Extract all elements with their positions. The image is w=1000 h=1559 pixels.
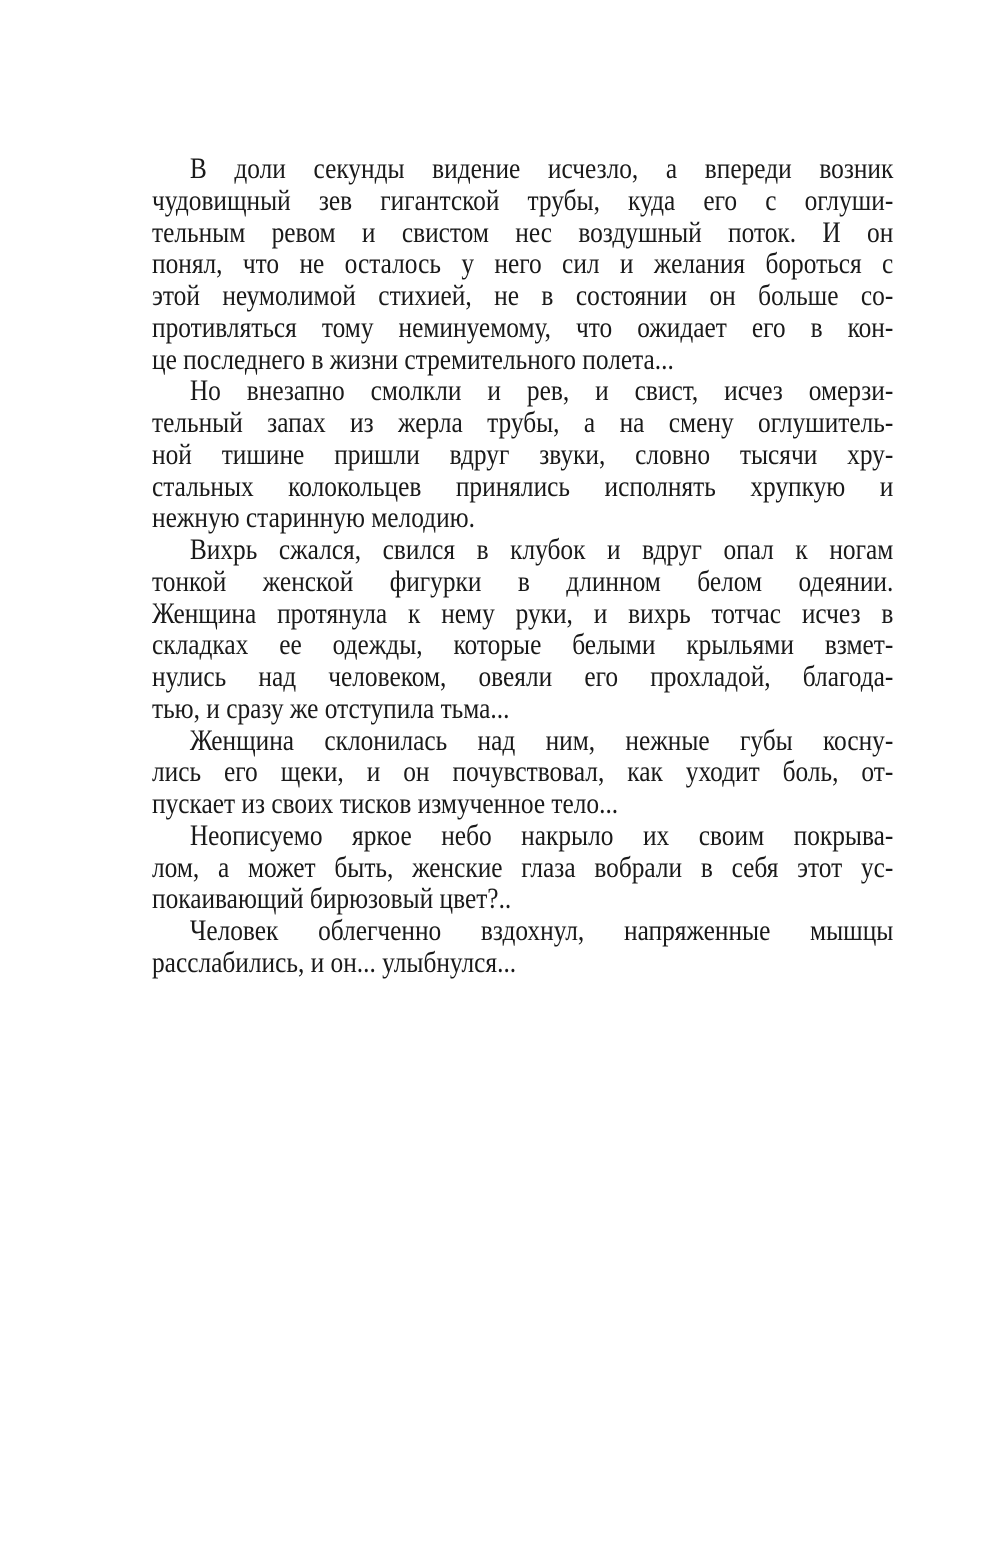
text-line: чудовищный зев гигантской трубы, куда его с оглуши- <box>152 184 894 217</box>
text-line: складках ее одежды, которые белыми крыльями взмет- <box>152 629 894 662</box>
text-line: Вихрь сжался, свился в клубок и вдруг опал к ногам <box>189 534 894 566</box>
paragraph-1 <box>152 154 893 376</box>
text-line: нулись над человеком, овеяли его прохладой, благода- <box>152 661 894 693</box>
text-line: В доли секунды видение исчезло, а впереди возник <box>189 153 894 185</box>
text-line: це последнего в жизни стремительного полета... <box>152 343 674 376</box>
text-line: противляться тому неминуемому, что ожидает его в кон- <box>152 311 894 344</box>
paragraph-6 <box>152 916 893 980</box>
text-line: ной тишине пришли вдруг звуки, словно тысячи хру- <box>152 438 894 471</box>
text-line: расслабились, и он... улыбнулся... <box>152 946 517 979</box>
paragraph-4 <box>152 726 893 821</box>
text-line: Женщина склонилась над ним, нежные губы косну- <box>189 724 894 757</box>
body-text <box>152 153 894 980</box>
text-line: тонкой женской фигурки в длинном белом одеянии. <box>152 565 894 598</box>
text-line: лись его щеки, и он почувствовал, как уходит боль, от- <box>152 756 894 789</box>
text-line: тельным ревом и свистом нес воздушный поток. И он <box>152 216 894 249</box>
paragraph-3 <box>152 535 893 726</box>
text-line: лом, а может быть, женские глаза вобрали в себя этот ус- <box>152 851 894 884</box>
text-line: покаивающий бирюзовый цвет?.. <box>152 883 512 916</box>
text-line: тью, и сразу же отступила тьма... <box>152 692 510 725</box>
text-line: Женщина протянула к нему руки, и вихрь тотчас исчез в <box>152 597 894 630</box>
text-line: нежную старинную мелодию. <box>152 502 475 535</box>
text-line: пускает из своих тисков измученное тело... <box>152 788 619 820</box>
paragraph-5 <box>152 821 893 916</box>
text-line: этой неумолимой стихией, не в состоянии он больше со- <box>152 280 894 312</box>
text-line: Неописуемо яркое небо накрыло их своим покрыва- <box>189 819 894 852</box>
text-line: понял, что не осталось у него сил и желания бороться с <box>152 248 894 281</box>
text-line: Человек облегченно вздохнул, напряженные мышцы <box>189 915 894 947</box>
text-line: тельный запах из жерла трубы, а на смену оглушитель- <box>152 407 894 439</box>
paragraph-2 <box>152 376 893 535</box>
text-line: стальных колокольцев принялись исполнять хрупкую и <box>152 470 894 503</box>
text-line: Но внезапно смолкли и рев, и свист, исчез омерзи- <box>189 375 894 408</box>
